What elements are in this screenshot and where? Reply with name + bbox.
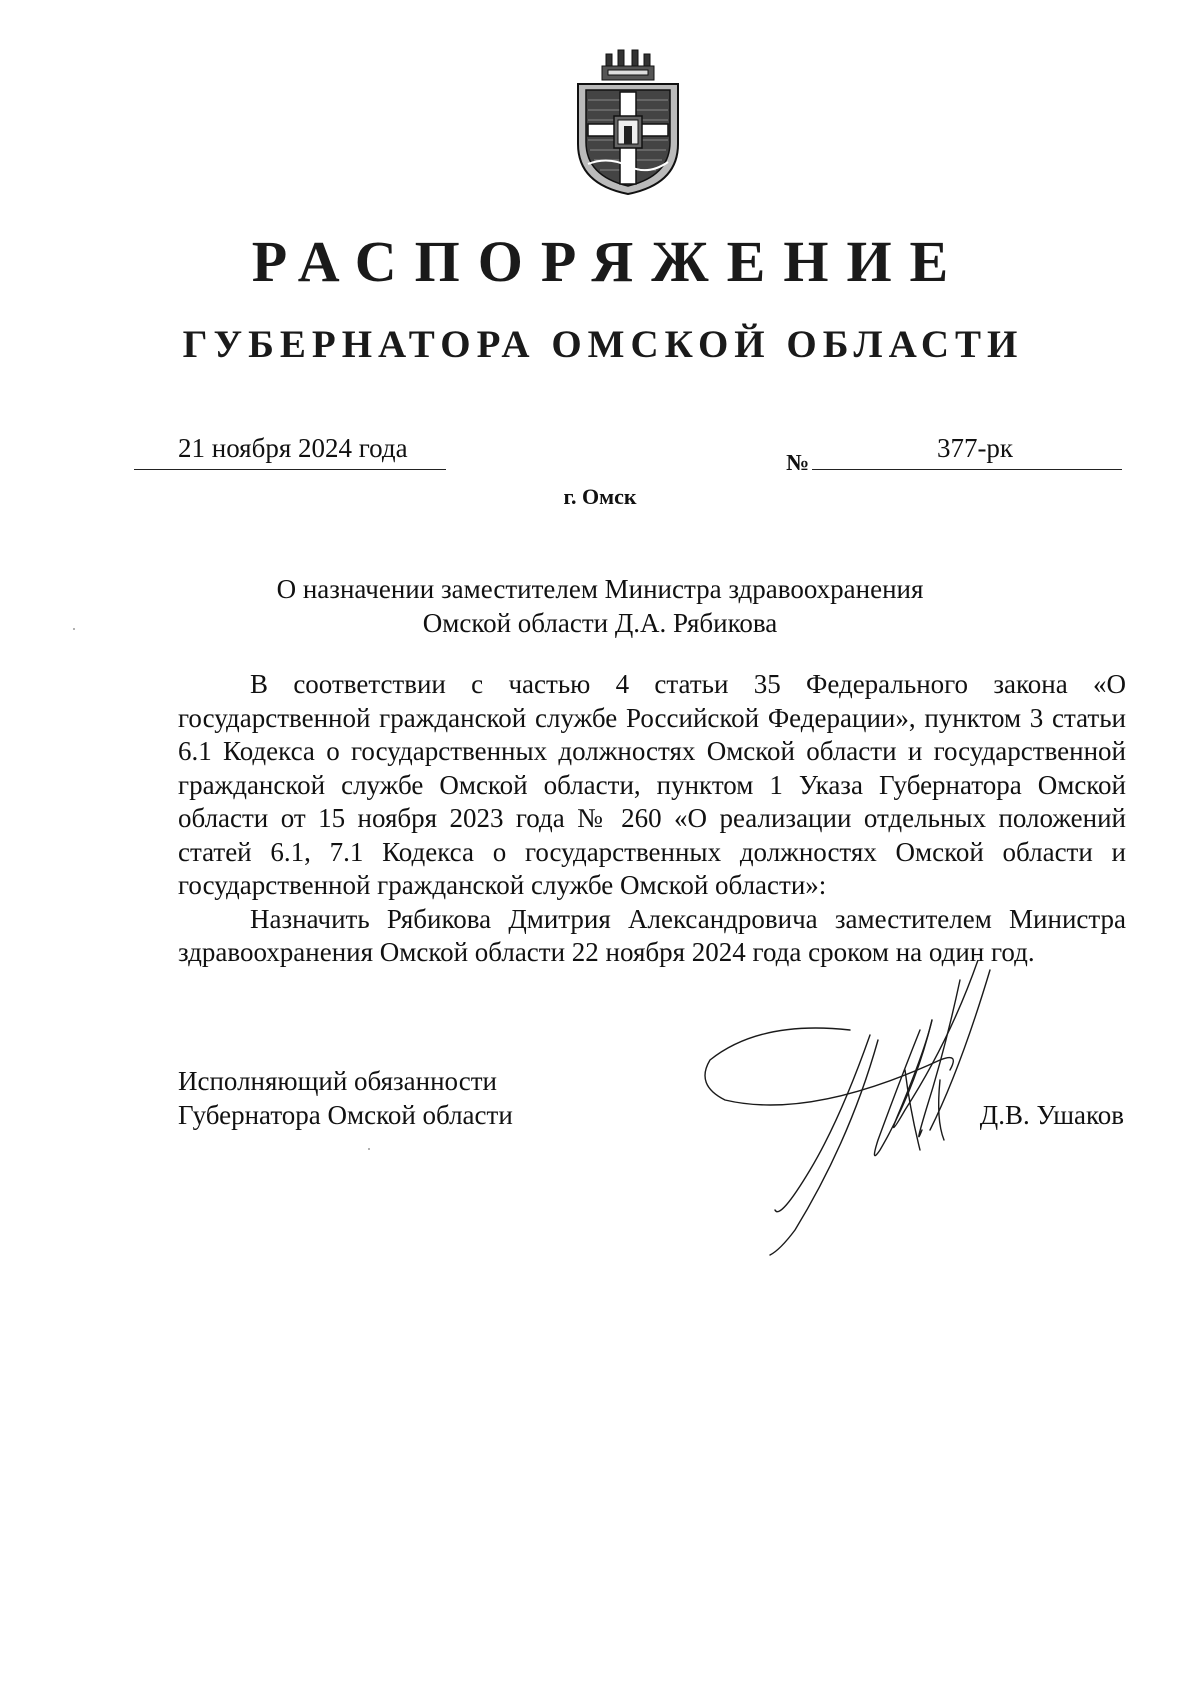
document-title: РАСПОРЯЖЕНИЕ xyxy=(251,229,967,294)
document-subtitle: ГУБЕРНАТОРА ОМСКОЙ ОБЛАСТИ xyxy=(182,323,1024,366)
document-date: 21 ноября 2024 года xyxy=(134,430,446,470)
document-subject xyxy=(0,572,1200,640)
scan-speck xyxy=(73,628,75,630)
coat-of-arms-emblem xyxy=(568,44,688,196)
signer-position xyxy=(178,1064,513,1132)
signer-position-line-2: Губернатора Омской области xyxy=(178,1100,513,1130)
subject-line-2: Омской области Д.А. Рябикова xyxy=(422,608,778,638)
document-city: г. Омск xyxy=(563,484,637,509)
body-paragraph-1: В соответствии с частью 4 статьи 35 Федерального закона «О государственной гражданской службе Российской Федерации», пунктом 3 статьи 6.1 Кодекса о государственных должностях Омской области и государственной гражданской службе Омской области, пунктом 1 Указа Губернатора Омской области от 15 ноября 2023 года № 260 «О реализации отдельных положений статей 6.1, 7.1 Кодекса о государственных должностях Омской области и государственной гражданской службе Омской области»: xyxy=(178,669,1126,900)
handwritten-signature xyxy=(700,960,1030,1260)
document-body xyxy=(178,668,1126,970)
signer-position-line-1: Исполняющий обязанности xyxy=(178,1066,497,1096)
subject-line-1: О назначении заместителем Министра здравоохранения xyxy=(276,574,924,604)
document-number: 377-рк xyxy=(812,430,1122,470)
scan-speck xyxy=(368,1148,370,1150)
number-label: № xyxy=(786,450,810,475)
body-paragraph-2: Назначить Рябикова Дмитрия Александровича заместителем Министра здравоохранения Омской области 22 ноября 2024 года сроком на один год. xyxy=(178,903,1126,967)
signer-name: Д.В. Ушаков xyxy=(979,1100,1124,1130)
